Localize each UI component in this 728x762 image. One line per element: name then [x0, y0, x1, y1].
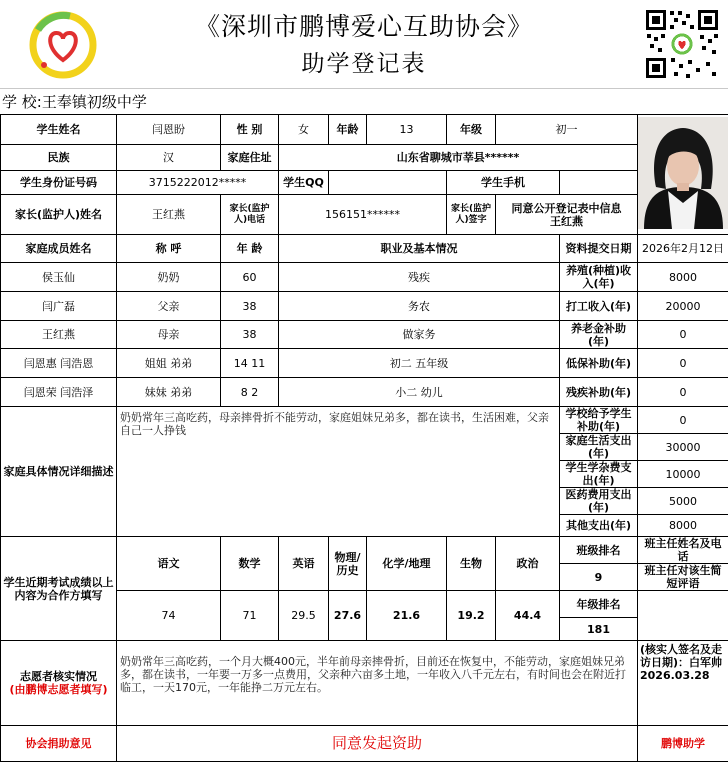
finance-label: 低保补助(年) [560, 349, 638, 378]
exam-label: 学生近期考试成绩以上内容为合作方填写 [1, 537, 117, 641]
situation-text: 奶奶常年三高吃药，母亲摔骨折不能劳动，家庭姐妹兄弟多，都在读书，生活困难，父亲自己一人挣钱 [117, 407, 560, 537]
family-member-info: 残疾 [279, 263, 560, 292]
finance-label: 打工收入(年) [560, 292, 638, 321]
guardian-signature: 王红燕 [498, 215, 635, 228]
score-english: 29.5 [279, 591, 329, 641]
score-biology: 19.2 [447, 591, 496, 641]
grade-value: 初一 [496, 115, 638, 145]
submit-date-value: 2026年2月12日 [638, 235, 728, 263]
student-qq-label: 学生QQ [279, 171, 329, 195]
guardian-name-value: 王红燕 [117, 195, 221, 235]
guardian-sign-label: 家长(监护人)签字 [447, 195, 496, 235]
finance-value: 10000 [638, 461, 728, 488]
student-name-value: 闫恩盼 [117, 115, 221, 145]
family-member-age: 60 [221, 263, 279, 292]
student-id-value: 3715222012***** [117, 171, 279, 195]
family-header-relation: 称 呼 [117, 235, 221, 263]
family-member-info: 小二 幼儿 [279, 378, 560, 407]
guardian-name-label: 家长(监护人)姓名 [1, 195, 117, 235]
subject-biology: 生物 [447, 537, 496, 591]
finance-label: 学校给予学生补助(年) [560, 407, 638, 434]
score-politics: 44.4 [496, 591, 560, 641]
teacher-comment-value [638, 591, 728, 641]
teacher-contact-label: 班主任姓名及电话 [638, 537, 728, 564]
student-name-label: 学生姓名 [1, 115, 117, 145]
subject-chemistry-geography: 化学/地理 [367, 537, 447, 591]
address-value: 山东省聊城市莘县****** [279, 145, 638, 171]
ethnicity-value: 汉 [117, 145, 221, 171]
ethnicity-label: 民族 [1, 145, 117, 171]
donation-opinion-value: 同意发起资助 [117, 726, 638, 762]
teacher-comment-label: 班主任对该生简短评语 [638, 564, 728, 591]
family-member-age: 14 11 [221, 349, 279, 378]
family-member-age: 38 [221, 292, 279, 321]
form-header [0, 0, 728, 90]
student-phone-value [560, 171, 638, 195]
finance-value: 8000 [638, 263, 728, 292]
family-member-age: 8 2 [221, 378, 279, 407]
verifier-label: (核实人签名及走访日期)：白军帅 [640, 643, 726, 669]
finance-value: 8000 [638, 515, 728, 537]
subject-chinese: 语文 [117, 537, 221, 591]
family-member-name: 闫恩荣 闫浩泽 [1, 378, 117, 407]
header-divider [0, 88, 728, 89]
finance-value: 0 [638, 378, 728, 407]
guardian-consent-cell [496, 195, 638, 235]
finance-value: 0 [638, 321, 728, 349]
finance-label: 其他支出(年) [560, 515, 638, 537]
guardian-phone-label: 家长(监护人)电话 [221, 195, 279, 235]
age-value: 13 [367, 115, 447, 145]
class-rank-label: 班级排名 [560, 537, 638, 564]
class-rank-value: 9 [560, 564, 638, 591]
family-member-relation: 母亲 [117, 321, 221, 349]
family-member-name: 闫恩惠 闫浩恩 [1, 349, 117, 378]
finance-label: 养殖(种植)收入(年) [560, 263, 638, 292]
volunteer-label-cell [1, 641, 117, 726]
volunteer-label: 志愿者核实情况 [3, 670, 114, 683]
subject-physics-history: 物理/历史 [329, 537, 367, 591]
family-member-name: 闫广磊 [1, 292, 117, 321]
family-member-info: 做家务 [279, 321, 560, 349]
gender-value: 女 [279, 115, 329, 145]
finance-label: 家庭生活支出(年) [560, 434, 638, 461]
finance-label: 医药费用支出(年) [560, 488, 638, 515]
student-qq-value [329, 171, 447, 195]
association-stamp: 鹏博助学 [638, 726, 728, 762]
finance-value: 5000 [638, 488, 728, 515]
association-logo-icon [24, 8, 102, 86]
title-association: 《深圳市鹏博爱心互助协会》 [120, 10, 608, 44]
finance-value: 0 [638, 349, 728, 378]
family-header-age: 年 龄 [221, 235, 279, 263]
form-title [120, 10, 608, 80]
student-id-label: 学生身份证号码 [1, 171, 117, 195]
finance-value: 30000 [638, 434, 728, 461]
verifier-cell [638, 641, 728, 726]
finance-value: 0 [638, 407, 728, 434]
address-label: 家庭住址 [221, 145, 279, 171]
situation-label: 家庭具体情况详细描述 [1, 407, 117, 537]
family-member-name: 王红燕 [1, 321, 117, 349]
score-physics-history: 27.6 [329, 591, 367, 641]
finance-label: 学生学杂费支出(年) [560, 461, 638, 488]
age-label: 年龄 [329, 115, 367, 145]
volunteer-label-sub: (由鹏博志愿者填写) [3, 683, 114, 696]
guardian-consent-text: 同意公开登记表中信息 [498, 202, 635, 215]
grade-rank-value: 181 [560, 618, 638, 641]
family-header-name: 家庭成员姓名 [1, 235, 117, 263]
grade-label: 年级 [447, 115, 496, 145]
score-math: 71 [221, 591, 279, 641]
family-member-info: 务农 [279, 292, 560, 321]
family-member-relation: 姐姐 弟弟 [117, 349, 221, 378]
family-member-info: 初二 五年级 [279, 349, 560, 378]
donation-opinion-label: 协会捐助意见 [1, 726, 117, 762]
finance-value: 20000 [638, 292, 728, 321]
gender-label: 性 别 [221, 115, 279, 145]
volunteer-text: 奶奶常年三高吃药，一个月大概400元，半年前母亲摔骨折，目前还在恢复中，不能劳动，家庭姐妹兄弟多，都在读书，一年要一万多一点费用，父亲种六亩多土地，一年收入八千元左右，有时间也会在附近打临工，一天170元，一年能挣二万元左右。 [117, 641, 638, 726]
title-form-name: 助学登记表 [120, 48, 608, 80]
qr-code-icon [644, 8, 720, 84]
family-header-info: 职业及基本情况 [279, 235, 560, 263]
score-chemistry-geography: 21.6 [367, 591, 447, 641]
finance-label: 残疾补助(年) [560, 378, 638, 407]
family-member-relation: 奶奶 [117, 263, 221, 292]
guardian-phone-value: 156151****** [279, 195, 447, 235]
registration-table [0, 114, 728, 762]
score-chinese: 74 [117, 591, 221, 641]
verify-date: 2026.03.28 [640, 669, 726, 682]
submit-date-label: 资料提交日期 [560, 235, 638, 263]
finance-label: 养老金补助(年) [560, 321, 638, 349]
grade-rank-label: 年级排名 [560, 591, 638, 618]
subject-math: 数学 [221, 537, 279, 591]
subject-politics: 政治 [496, 537, 560, 591]
school-name: 王奉镇初级中学 [42, 93, 147, 111]
family-member-relation: 妹妹 弟弟 [117, 378, 221, 407]
family-member-relation: 父亲 [117, 292, 221, 321]
family-member-age: 38 [221, 321, 279, 349]
student-photo [638, 115, 728, 235]
student-phone-label: 学生手机 [447, 171, 560, 195]
family-member-name: 侯玉仙 [1, 263, 117, 292]
subject-english: 英语 [279, 537, 329, 591]
school-line [2, 90, 147, 114]
school-label: 学 校: [2, 93, 42, 111]
